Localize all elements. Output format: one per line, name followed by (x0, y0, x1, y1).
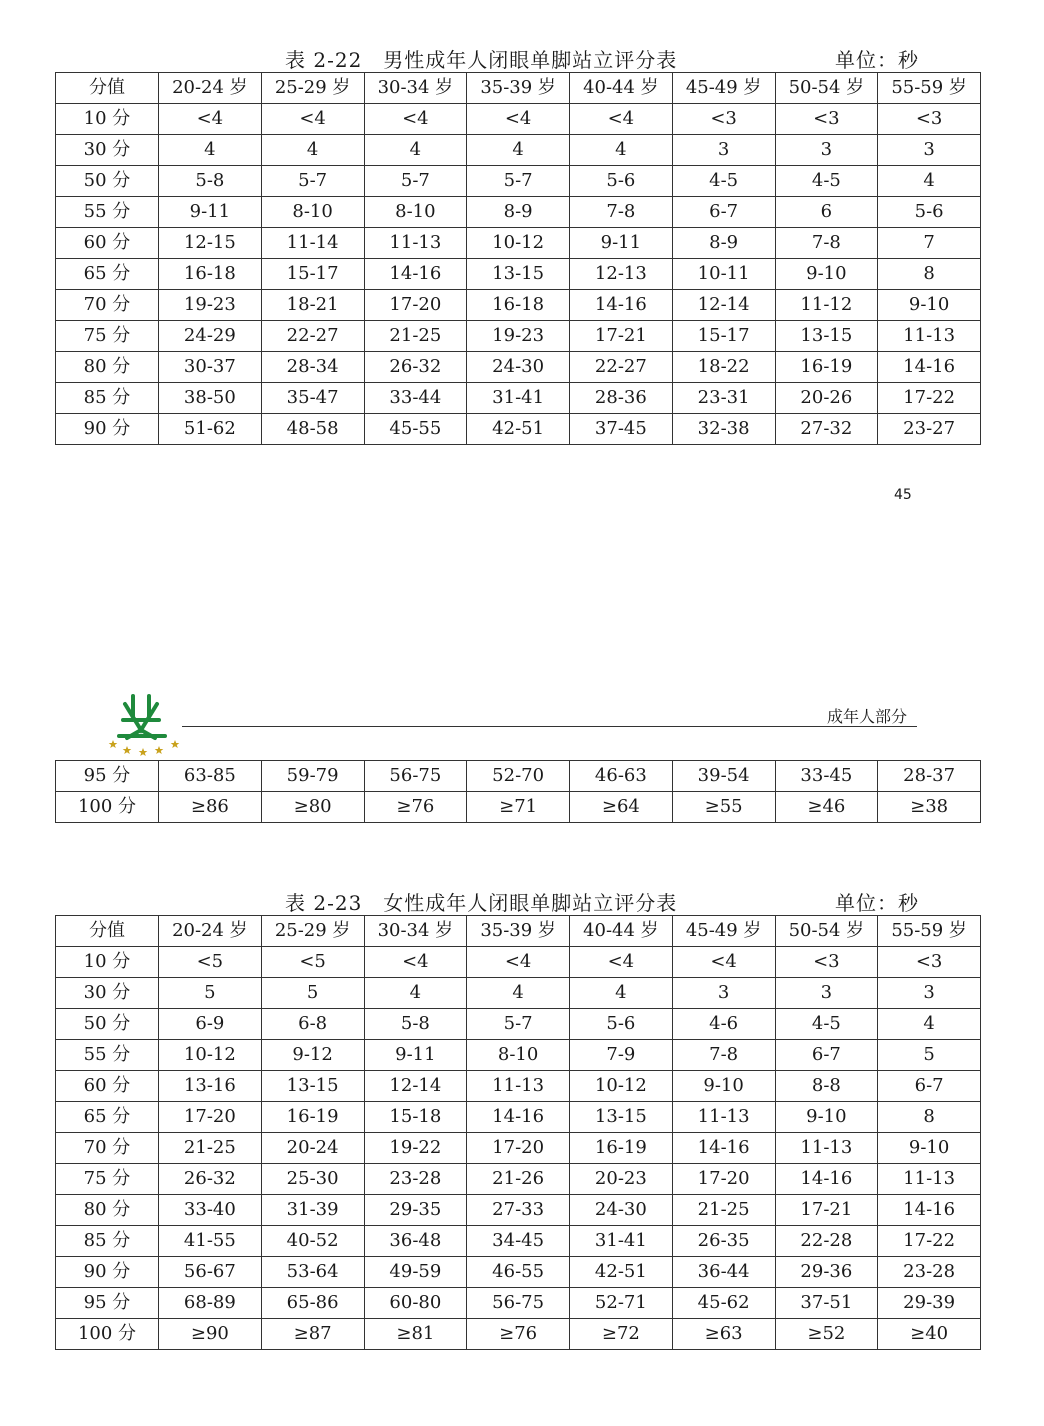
value-cell: 4 (467, 978, 570, 1009)
value-cell: 8-8 (775, 1071, 878, 1102)
value-cell: 8 (878, 1102, 981, 1133)
table-row (56, 321, 981, 352)
value-cell: 8 (878, 259, 981, 290)
score-cell: 75 分 (56, 1164, 159, 1195)
value-cell: 48-58 (261, 414, 364, 445)
value-cell: 56-75 (364, 761, 467, 792)
value-cell: 9-10 (775, 1102, 878, 1133)
table-row (56, 197, 981, 228)
value-cell: 21-26 (467, 1164, 570, 1195)
value-cell: 6-7 (878, 1071, 981, 1102)
column-header: 分值 (56, 73, 159, 104)
value-cell: 24-30 (467, 352, 570, 383)
male-table-title: 表 2-22 男性成年人闭眼单脚站立评分表 (285, 48, 678, 72)
table-row (56, 1195, 981, 1226)
value-cell: 31-41 (570, 1226, 673, 1257)
value-cell: 16-19 (261, 1102, 364, 1133)
value-cell: 6-7 (775, 1040, 878, 1071)
value-cell: 3 (775, 135, 878, 166)
score-cell: 50 分 (56, 1009, 159, 1040)
value-cell: <3 (672, 104, 775, 135)
value-cell: 9-10 (775, 259, 878, 290)
female-table-title: 表 2-23 女性成年人闭眼单脚站立评分表 (285, 891, 678, 915)
value-cell: 11-12 (775, 290, 878, 321)
value-cell: 30-37 (159, 352, 262, 383)
table-row (56, 104, 981, 135)
value-cell: <3 (878, 947, 981, 978)
value-cell: 7-9 (570, 1040, 673, 1071)
score-cell: 95 分 (56, 761, 159, 792)
value-cell: 20-24 (261, 1133, 364, 1164)
value-cell: 59-79 (261, 761, 364, 792)
value-cell: 40-52 (261, 1226, 364, 1257)
value-cell: 56-75 (467, 1288, 570, 1319)
female-table-unit: 单位：秒 (835, 891, 919, 915)
table-row (56, 414, 981, 445)
value-cell: 5-7 (261, 166, 364, 197)
table-row (56, 1164, 981, 1195)
table-row (56, 792, 981, 823)
value-cell: 15-17 (261, 259, 364, 290)
value-cell: 16-19 (775, 352, 878, 383)
male-score-table-continued (55, 760, 981, 823)
value-cell: 4 (159, 135, 262, 166)
value-cell: 4 (878, 1009, 981, 1040)
value-cell: 13-16 (159, 1071, 262, 1102)
column-header: 55-59 岁 (878, 73, 981, 104)
value-cell: 22-28 (775, 1226, 878, 1257)
value-cell: 11-13 (878, 1164, 981, 1195)
value-cell: 4-6 (672, 1009, 775, 1040)
value-cell: 60-80 (364, 1288, 467, 1319)
value-cell: 12-15 (159, 228, 262, 259)
value-cell: <3 (775, 104, 878, 135)
value-cell: ≥86 (159, 792, 262, 823)
value-cell: 6 (775, 197, 878, 228)
score-cell: 65 分 (56, 1102, 159, 1133)
value-cell: <4 (467, 947, 570, 978)
value-cell: 9-11 (159, 197, 262, 228)
value-cell: 17-22 (878, 1226, 981, 1257)
value-cell: 17-21 (775, 1195, 878, 1226)
value-cell: 36-44 (672, 1257, 775, 1288)
value-cell: 8-10 (261, 197, 364, 228)
table-row (56, 1226, 981, 1257)
table-row (56, 1102, 981, 1133)
value-cell: 11-13 (672, 1102, 775, 1133)
value-cell: 9-10 (672, 1071, 775, 1102)
value-cell: 19-23 (467, 321, 570, 352)
column-header: 50-54 岁 (775, 916, 878, 947)
table-header-row (56, 73, 981, 104)
value-cell: 20-26 (775, 383, 878, 414)
value-cell: 39-54 (672, 761, 775, 792)
column-header: 35-39 岁 (467, 916, 570, 947)
table-row (56, 978, 981, 1009)
value-cell: <4 (672, 947, 775, 978)
value-cell: 3 (878, 135, 981, 166)
value-cell: ≥71 (467, 792, 570, 823)
value-cell: 5-7 (467, 1009, 570, 1040)
score-cell: 80 分 (56, 352, 159, 383)
value-cell: 23-28 (878, 1257, 981, 1288)
value-cell: 15-17 (672, 321, 775, 352)
value-cell: 22-27 (570, 352, 673, 383)
value-cell: 4 (878, 166, 981, 197)
value-cell: 9-12 (261, 1040, 364, 1071)
value-cell: 51-62 (159, 414, 262, 445)
score-cell: 90 分 (56, 1257, 159, 1288)
value-cell: 11-13 (878, 321, 981, 352)
value-cell: ≥72 (570, 1319, 673, 1350)
value-cell: 13-15 (261, 1071, 364, 1102)
value-cell: 46-55 (467, 1257, 570, 1288)
value-cell: 6-7 (672, 197, 775, 228)
value-cell: 18-21 (261, 290, 364, 321)
value-cell: 6-8 (261, 1009, 364, 1040)
value-cell: ≥40 (878, 1319, 981, 1350)
score-cell: 70 分 (56, 290, 159, 321)
male-table-unit: 单位：秒 (835, 48, 919, 72)
value-cell: 4 (570, 135, 673, 166)
value-cell: 10-12 (467, 228, 570, 259)
score-cell: 80 分 (56, 1195, 159, 1226)
table-row (56, 259, 981, 290)
value-cell: 33-40 (159, 1195, 262, 1226)
value-cell: 37-45 (570, 414, 673, 445)
value-cell: 12-14 (672, 290, 775, 321)
male-score-table (55, 72, 981, 445)
value-cell: 17-22 (878, 383, 981, 414)
value-cell: 23-28 (364, 1164, 467, 1195)
value-cell: 32-38 (672, 414, 775, 445)
table-row (56, 166, 981, 197)
value-cell: 3 (672, 135, 775, 166)
table-row (56, 290, 981, 321)
score-cell: 75 分 (56, 321, 159, 352)
score-cell: 85 分 (56, 383, 159, 414)
value-cell: 37-51 (775, 1288, 878, 1319)
value-cell: <5 (261, 947, 364, 978)
value-cell: ≥55 (672, 792, 775, 823)
value-cell: 19-22 (364, 1133, 467, 1164)
value-cell: 11-14 (261, 228, 364, 259)
value-cell: <4 (261, 104, 364, 135)
column-header: 55-59 岁 (878, 916, 981, 947)
value-cell: <4 (467, 104, 570, 135)
value-cell: 21-25 (364, 321, 467, 352)
female-score-table (55, 915, 981, 1350)
table-header-row (56, 916, 981, 947)
value-cell: 5-6 (570, 1009, 673, 1040)
column-header: 25-29 岁 (261, 916, 364, 947)
table-row (56, 761, 981, 792)
value-cell: 23-31 (672, 383, 775, 414)
column-header: 25-29 岁 (261, 73, 364, 104)
score-cell: 55 分 (56, 1040, 159, 1071)
value-cell: 52-71 (570, 1288, 673, 1319)
value-cell: 7-8 (672, 1040, 775, 1071)
value-cell: 7-8 (775, 228, 878, 259)
value-cell: 34-45 (467, 1226, 570, 1257)
value-cell: 5-7 (364, 166, 467, 197)
value-cell: 68-89 (159, 1288, 262, 1319)
value-cell: 22-27 (261, 321, 364, 352)
value-cell: 17-20 (467, 1133, 570, 1164)
value-cell: 16-18 (159, 259, 262, 290)
column-header: 30-34 岁 (364, 73, 467, 104)
value-cell: 4 (467, 135, 570, 166)
score-cell: 90 分 (56, 414, 159, 445)
value-cell: 10-11 (672, 259, 775, 290)
value-cell: 4 (364, 978, 467, 1009)
value-cell: <4 (570, 104, 673, 135)
table-row (56, 135, 981, 166)
value-cell: 18-22 (672, 352, 775, 383)
score-cell: 100 分 (56, 1319, 159, 1350)
value-cell: 17-20 (159, 1102, 262, 1133)
value-cell: 8-9 (467, 197, 570, 228)
value-cell: 5 (261, 978, 364, 1009)
value-cell: <4 (570, 947, 673, 978)
value-cell: 14-16 (570, 290, 673, 321)
table-row (56, 383, 981, 414)
score-cell: 100 分 (56, 792, 159, 823)
value-cell: 56-67 (159, 1257, 262, 1288)
column-header: 50-54 岁 (775, 73, 878, 104)
table-row (56, 1319, 981, 1350)
value-cell: ≥38 (878, 792, 981, 823)
value-cell: 21-25 (672, 1195, 775, 1226)
score-cell: 95 分 (56, 1288, 159, 1319)
table-row (56, 1040, 981, 1071)
value-cell: ≥52 (775, 1319, 878, 1350)
column-header: 45-49 岁 (672, 916, 775, 947)
female-table-caption (55, 885, 981, 915)
value-cell: 3 (878, 978, 981, 1009)
value-cell: 12-14 (364, 1071, 467, 1102)
value-cell: 14-16 (364, 259, 467, 290)
value-cell: 7 (878, 228, 981, 259)
value-cell: 38-50 (159, 383, 262, 414)
value-cell: 42-51 (570, 1257, 673, 1288)
value-cell: 29-39 (878, 1288, 981, 1319)
value-cell: 28-37 (878, 761, 981, 792)
value-cell: 4-5 (775, 1009, 878, 1040)
value-cell: ≥90 (159, 1319, 262, 1350)
value-cell: 9-10 (878, 290, 981, 321)
value-cell: 41-55 (159, 1226, 262, 1257)
value-cell: 33-45 (775, 761, 878, 792)
table-row (56, 1133, 981, 1164)
value-cell: 5 (159, 978, 262, 1009)
value-cell: 52-70 (467, 761, 570, 792)
value-cell: <3 (775, 947, 878, 978)
value-cell: 4 (570, 978, 673, 1009)
value-cell: 27-32 (775, 414, 878, 445)
value-cell: 8-10 (467, 1040, 570, 1071)
value-cell: 31-39 (261, 1195, 364, 1226)
table-row (56, 352, 981, 383)
value-cell: 31-41 (467, 383, 570, 414)
score-cell: 30 分 (56, 135, 159, 166)
value-cell: 3 (775, 978, 878, 1009)
value-cell: 14-16 (672, 1133, 775, 1164)
score-cell: 60 分 (56, 228, 159, 259)
value-cell: 8-10 (364, 197, 467, 228)
value-cell: 36-48 (364, 1226, 467, 1257)
value-cell: 10-12 (159, 1040, 262, 1071)
value-cell: 29-35 (364, 1195, 467, 1226)
value-cell: 4 (364, 135, 467, 166)
publisher-logo-icon (105, 690, 185, 760)
value-cell: 24-30 (570, 1195, 673, 1226)
value-cell: 53-64 (261, 1257, 364, 1288)
column-header: 分值 (56, 916, 159, 947)
value-cell: 8-9 (672, 228, 775, 259)
table-row (56, 228, 981, 259)
value-cell: 27-33 (467, 1195, 570, 1226)
value-cell: 14-16 (878, 352, 981, 383)
value-cell: 29-36 (775, 1257, 878, 1288)
value-cell: ≥76 (364, 792, 467, 823)
column-header: 35-39 岁 (467, 73, 570, 104)
column-header: 20-24 岁 (159, 916, 262, 947)
value-cell: ≥87 (261, 1319, 364, 1350)
value-cell: 12-13 (570, 259, 673, 290)
value-cell: 35-47 (261, 383, 364, 414)
value-cell: 42-51 (467, 414, 570, 445)
running-header (105, 690, 920, 760)
value-cell: 49-59 (364, 1257, 467, 1288)
column-header: 40-44 岁 (570, 916, 673, 947)
section-label: 成年人部分 (827, 707, 908, 726)
value-cell: 46-63 (570, 761, 673, 792)
male-table-caption (55, 42, 981, 72)
score-cell: 70 分 (56, 1133, 159, 1164)
value-cell: 4-5 (672, 166, 775, 197)
value-cell: 15-18 (364, 1102, 467, 1133)
value-cell: 4 (261, 135, 364, 166)
column-header: 30-34 岁 (364, 916, 467, 947)
value-cell: 16-18 (467, 290, 570, 321)
value-cell: 6-9 (159, 1009, 262, 1040)
value-cell: <4 (364, 104, 467, 135)
table-row (56, 1009, 981, 1040)
value-cell: 13-15 (467, 259, 570, 290)
value-cell: 13-15 (570, 1102, 673, 1133)
value-cell: 24-29 (159, 321, 262, 352)
value-cell: 5-6 (570, 166, 673, 197)
value-cell: 25-30 (261, 1164, 364, 1195)
table-row (56, 1071, 981, 1102)
score-cell: 85 分 (56, 1226, 159, 1257)
value-cell: 45-62 (672, 1288, 775, 1319)
value-cell: 26-35 (672, 1226, 775, 1257)
column-header: 20-24 岁 (159, 73, 262, 104)
score-cell: 55 分 (56, 197, 159, 228)
value-cell: 45-55 (364, 414, 467, 445)
value-cell: 17-21 (570, 321, 673, 352)
value-cell: 26-32 (364, 352, 467, 383)
value-cell: 7-8 (570, 197, 673, 228)
value-cell: 65-86 (261, 1288, 364, 1319)
value-cell: 9-11 (364, 1040, 467, 1071)
table-row (56, 1288, 981, 1319)
value-cell: <3 (878, 104, 981, 135)
value-cell: 14-16 (878, 1195, 981, 1226)
value-cell: 11-13 (364, 228, 467, 259)
value-cell: 11-13 (467, 1071, 570, 1102)
value-cell: ≥63 (672, 1319, 775, 1350)
value-cell: 10-12 (570, 1071, 673, 1102)
value-cell: <4 (364, 947, 467, 978)
column-header: 45-49 岁 (672, 73, 775, 104)
value-cell: <4 (159, 104, 262, 135)
header-rule (182, 726, 917, 727)
value-cell: 14-16 (467, 1102, 570, 1133)
value-cell: 5-7 (467, 166, 570, 197)
value-cell: 33-44 (364, 383, 467, 414)
value-cell: 4-5 (775, 166, 878, 197)
value-cell: 5 (878, 1040, 981, 1071)
value-cell: 19-23 (159, 290, 262, 321)
value-cell: ≥46 (775, 792, 878, 823)
value-cell: 5-6 (878, 197, 981, 228)
value-cell: ≥76 (467, 1319, 570, 1350)
value-cell: 23-27 (878, 414, 981, 445)
value-cell: 14-16 (775, 1164, 878, 1195)
value-cell: 17-20 (364, 290, 467, 321)
value-cell: ≥80 (261, 792, 364, 823)
value-cell: 21-25 (159, 1133, 262, 1164)
value-cell: <5 (159, 947, 262, 978)
table-row (56, 1257, 981, 1288)
value-cell: 9-11 (570, 228, 673, 259)
score-cell: 50 分 (56, 166, 159, 197)
value-cell: 9-10 (878, 1133, 981, 1164)
value-cell: 28-36 (570, 383, 673, 414)
value-cell: 17-20 (672, 1164, 775, 1195)
column-header: 40-44 岁 (570, 73, 673, 104)
value-cell: ≥64 (570, 792, 673, 823)
score-cell: 10 分 (56, 947, 159, 978)
value-cell: 26-32 (159, 1164, 262, 1195)
page-number: 45 (894, 487, 912, 503)
score-cell: 10 分 (56, 104, 159, 135)
value-cell: 13-15 (775, 321, 878, 352)
value-cell: 5-8 (159, 166, 262, 197)
score-cell: 30 分 (56, 978, 159, 1009)
value-cell: 16-19 (570, 1133, 673, 1164)
value-cell: 11-13 (775, 1133, 878, 1164)
score-cell: 60 分 (56, 1071, 159, 1102)
value-cell: 63-85 (159, 761, 262, 792)
value-cell: ≥81 (364, 1319, 467, 1350)
table-row (56, 947, 981, 978)
value-cell: 3 (672, 978, 775, 1009)
value-cell: 20-23 (570, 1164, 673, 1195)
value-cell: 28-34 (261, 352, 364, 383)
score-cell: 65 分 (56, 259, 159, 290)
value-cell: 5-8 (364, 1009, 467, 1040)
